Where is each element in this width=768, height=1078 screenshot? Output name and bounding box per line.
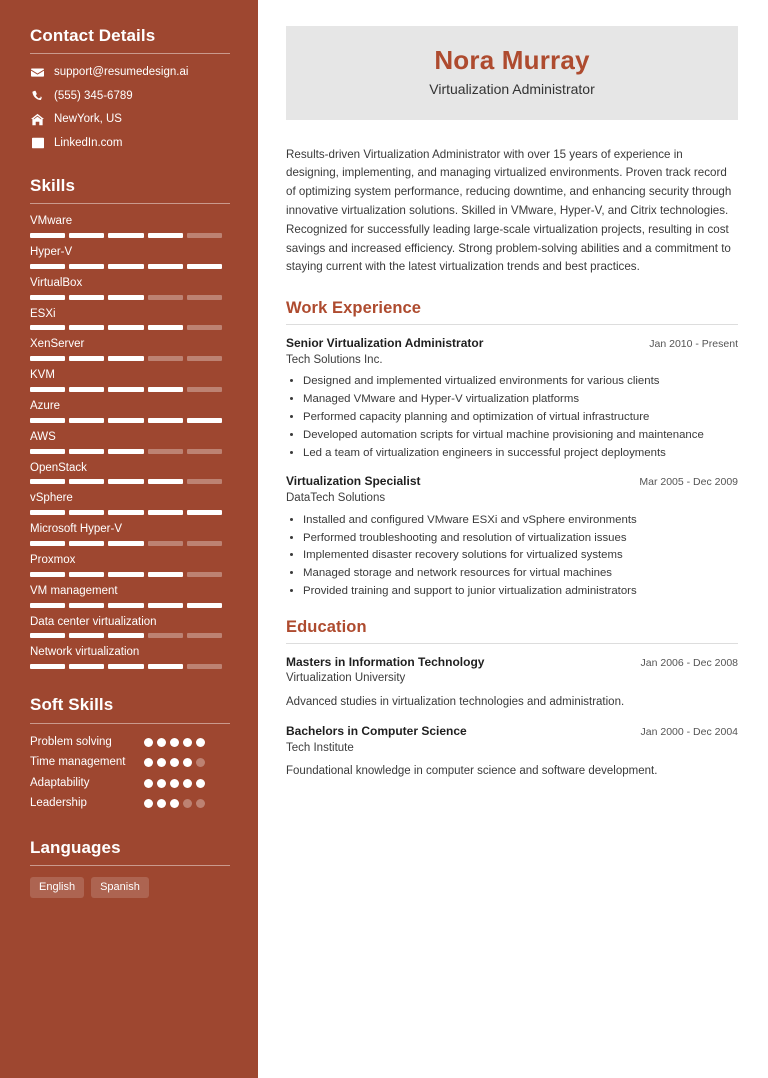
skill-name: AWS <box>30 430 56 443</box>
skill-level-segment <box>108 633 143 638</box>
skill-level-segment <box>187 633 222 638</box>
rating-dot <box>183 799 192 808</box>
school-name: Tech Institute <box>286 741 354 754</box>
skill-level-bar <box>30 633 222 638</box>
skill-level-segment <box>108 356 143 361</box>
skill-level-segment <box>148 510 183 515</box>
section-divider <box>30 723 230 724</box>
skill-level-bar <box>30 603 222 608</box>
skill-level-segment <box>108 479 143 484</box>
main-content <box>258 0 768 1078</box>
job-date-range: Jan 2010 - Present <box>649 337 738 350</box>
skills-heading: Skills <box>30 175 76 195</box>
rating-dot <box>144 779 153 788</box>
soft-skills-list <box>30 735 230 812</box>
skill-level-bar <box>30 664 222 669</box>
skill-level-segment <box>148 233 183 238</box>
company-name: DataTech Solutions <box>286 492 386 505</box>
skill-item <box>30 338 230 361</box>
rating-dot <box>183 779 192 788</box>
skill-level-segment <box>108 233 143 238</box>
section-divider <box>30 53 230 54</box>
skill-level-segment <box>187 449 222 454</box>
skill-level-bar <box>30 295 222 300</box>
skill-name: OpenStack <box>30 461 87 474</box>
skill-name: XenServer <box>30 338 85 351</box>
skill-level-segment <box>148 479 183 484</box>
skill-item <box>30 554 230 577</box>
rating-dot <box>157 799 166 808</box>
skill-level-bar <box>30 510 222 515</box>
section-divider <box>30 203 230 204</box>
contact-item[interactable] <box>30 89 230 103</box>
soft-skill-rating <box>144 776 210 788</box>
skill-level-bar <box>30 356 222 361</box>
contact-item-text: NewYork, US <box>54 113 122 126</box>
education-section <box>286 618 738 781</box>
skill-item <box>30 585 230 608</box>
skill-level-bar <box>30 387 222 392</box>
skill-level-segment <box>30 387 65 392</box>
skill-item <box>30 400 230 423</box>
rating-dot <box>170 799 179 808</box>
language-tag[interactable]: English <box>30 877 84 898</box>
skill-level-segment <box>148 633 183 638</box>
skill-level-segment <box>30 572 65 577</box>
language-tag[interactable]: Spanish <box>91 877 149 898</box>
skill-level-segment <box>148 664 183 669</box>
skill-level-segment <box>108 603 143 608</box>
entry-header <box>286 655 738 671</box>
skill-level-segment <box>187 387 222 392</box>
skill-level-segment <box>148 572 183 577</box>
skill-item <box>30 369 230 392</box>
soft-skill-item <box>30 776 230 792</box>
responsibility-item: • Performed capacity planning and optimization of virtual infrastructure <box>303 409 738 426</box>
soft-skill-item <box>30 735 230 751</box>
skill-level-segment <box>187 510 222 515</box>
rating-dot <box>183 758 192 767</box>
entry-header <box>286 474 738 490</box>
responsibility-item: • Designed and implemented virtualized environments for various clients <box>303 373 738 390</box>
company-name: Tech Solutions Inc. <box>286 353 383 366</box>
responsibility-item: • Managed VMware and Hyper-V virtualization platforms <box>303 391 738 408</box>
skill-level-bar <box>30 449 222 454</box>
languages-list <box>30 877 230 898</box>
contact-list <box>30 65 230 150</box>
skill-level-segment <box>30 603 65 608</box>
rating-dot <box>196 799 205 808</box>
entry-header <box>286 336 738 352</box>
contact-item[interactable] <box>30 112 230 126</box>
education-entry <box>286 655 738 711</box>
skill-item <box>30 523 230 546</box>
contact-item-text: LinkedIn.com <box>54 136 123 149</box>
skill-level-segment <box>69 603 104 608</box>
soft-skill-item <box>30 796 230 812</box>
skill-level-segment <box>187 572 222 577</box>
skill-level-segment <box>108 449 143 454</box>
soft-skill-rating <box>144 796 210 808</box>
skill-level-segment <box>69 572 104 577</box>
skill-level-segment <box>148 449 183 454</box>
skill-name: vSphere <box>30 492 73 505</box>
linkedin-icon <box>30 137 45 149</box>
skill-level-segment <box>30 449 65 454</box>
skill-level-segment <box>30 233 65 238</box>
skill-level-segment <box>187 233 222 238</box>
home-icon <box>30 113 45 126</box>
work-experience-list <box>286 336 738 600</box>
skill-level-bar <box>30 479 222 484</box>
skill-level-segment <box>30 541 65 546</box>
skill-level-segment <box>30 295 65 300</box>
skill-level-segment <box>148 387 183 392</box>
rating-dot <box>157 738 166 747</box>
sidebar <box>0 0 258 1078</box>
skill-level-segment <box>30 264 65 269</box>
skill-name: VM management <box>30 584 118 597</box>
skill-level-segment <box>108 510 143 515</box>
skill-level-segment <box>148 603 183 608</box>
rating-dot <box>144 758 153 767</box>
skill-level-segment <box>30 325 65 330</box>
skill-name: VMware <box>30 215 73 228</box>
skill-level-segment <box>108 541 143 546</box>
skill-item <box>30 492 230 515</box>
languages-heading: Languages <box>30 837 121 857</box>
entry-header <box>286 724 738 740</box>
rating-dot <box>157 758 166 767</box>
work-experience-heading: Work Experience <box>286 299 422 318</box>
section-divider <box>286 324 738 325</box>
responsibility-item: • Installed and configured VMware ESXi and vSphere environments <box>303 512 738 529</box>
skill-level-segment <box>30 664 65 669</box>
skill-level-bar <box>30 572 222 577</box>
rating-dot <box>144 799 153 808</box>
skill-level-segment <box>108 295 143 300</box>
skill-level-bar <box>30 325 222 330</box>
contact-item[interactable] <box>30 136 230 150</box>
skill-level-segment <box>30 510 65 515</box>
contact-item[interactable] <box>30 65 230 79</box>
phone-icon <box>30 90 45 102</box>
rating-dot <box>196 758 205 767</box>
languages-section <box>30 838 230 898</box>
skill-level-segment <box>30 633 65 638</box>
responsibility-list <box>286 373 738 461</box>
name-header-band <box>286 26 738 120</box>
skills-section <box>30 176 230 669</box>
soft-skill-rating <box>144 735 210 747</box>
skill-level-segment <box>148 418 183 423</box>
skill-level-segment <box>108 325 143 330</box>
school-name: Virtualization University <box>286 672 406 685</box>
work-experience-section <box>286 299 738 600</box>
rating-dot <box>157 779 166 788</box>
skill-level-segment <box>148 325 183 330</box>
education-description: Foundational knowledge in computer science and software development. <box>286 765 658 778</box>
skill-level-segment <box>69 356 104 361</box>
skill-level-bar <box>30 418 222 423</box>
skill-level-segment <box>69 295 104 300</box>
soft-skills-section <box>30 695 230 811</box>
education-description: Advanced studies in virtualization technologies and administration. <box>286 695 625 708</box>
responsibility-item: • Performed troubleshooting and resolution of virtualization issues <box>303 530 738 547</box>
skill-level-segment <box>148 541 183 546</box>
skill-level-segment <box>69 264 104 269</box>
skill-level-segment <box>69 325 104 330</box>
soft-skill-name: Adaptability <box>30 776 90 789</box>
skill-level-segment <box>148 264 183 269</box>
contact-details-heading: Contact Details <box>30 26 156 45</box>
skill-level-segment <box>187 603 222 608</box>
contact-details-section <box>30 26 230 150</box>
skill-name: KVM <box>30 369 55 382</box>
responsibility-list <box>286 512 738 600</box>
professional-summary: Results-driven Virtualization Administrator with over 15 years of experience in designing, implementing, and managing virtualized environments. Proven track record of optimizing system performance, reducing downtime, and enhancing security through innovative virtualization solutions. Skilled in VMware, Hyper-V, and Citrix technologies. Recognized for successfully leading large-scale virtualization projects, resulting in cost savings and increased efficiency. Strong problem-solving abilities and a commitment to staying current with the latest virtualization trends and best practices. <box>286 147 732 274</box>
skill-level-segment <box>187 418 222 423</box>
job-role: Virtualization Specialist <box>286 474 421 489</box>
skill-level-segment <box>148 356 183 361</box>
skill-level-segment <box>108 418 143 423</box>
skill-name: Hyper-V <box>30 246 73 259</box>
soft-skill-rating <box>144 755 210 767</box>
skill-name: Microsoft Hyper-V <box>30 523 123 536</box>
skill-item <box>30 215 230 238</box>
soft-skill-item <box>30 755 230 771</box>
skill-level-bar <box>30 233 222 238</box>
skill-level-segment <box>187 264 222 269</box>
candidate-name: Nora Murray <box>434 45 590 75</box>
responsibility-item: • Provided training and support to junior virtualization administrators <box>303 583 738 600</box>
skill-level-segment <box>69 449 104 454</box>
skill-level-segment <box>187 356 222 361</box>
skill-level-segment <box>187 325 222 330</box>
rating-dot <box>196 779 205 788</box>
envelope-icon <box>30 66 45 79</box>
skill-name: Proxmox <box>30 554 76 567</box>
section-divider <box>286 643 738 644</box>
job-date-range: Mar 2005 - Dec 2009 <box>639 476 738 489</box>
rating-dot <box>170 758 179 767</box>
soft-skills-heading: Soft Skills <box>30 695 114 715</box>
job-role: Senior Virtualization Administrator <box>286 335 484 350</box>
skill-level-segment <box>69 387 104 392</box>
skill-item <box>30 308 230 331</box>
responsibility-item: • Led a team of virtualization engineers in successful project deployments <box>303 445 738 462</box>
skill-level-segment <box>148 295 183 300</box>
education-entry <box>286 724 738 780</box>
rating-dot <box>170 738 179 747</box>
skill-level-segment <box>69 479 104 484</box>
responsibility-item: • Managed storage and network resources for virtual machines <box>303 565 738 582</box>
soft-skill-name: Time management <box>30 756 126 769</box>
education-date-range: Jan 2006 - Dec 2008 <box>640 656 738 669</box>
skill-level-bar <box>30 264 222 269</box>
skill-level-segment <box>69 418 104 423</box>
skill-level-segment <box>69 633 104 638</box>
skill-level-segment <box>187 295 222 300</box>
rating-dot <box>183 738 192 747</box>
skill-name: ESXi <box>30 307 56 320</box>
skill-name: Network virtualization <box>30 646 140 659</box>
skill-level-segment <box>108 264 143 269</box>
skill-level-segment <box>108 572 143 577</box>
section-divider <box>30 865 230 866</box>
work-experience-entry <box>286 474 738 600</box>
rating-dot <box>196 738 205 747</box>
responsibility-item: • Implemented disaster recovery solutions for virtualized systems <box>303 547 738 564</box>
candidate-job-title: Virtualization Administrator <box>429 80 595 97</box>
responsibility-item: • Developed automation scripts for virtual machine provisioning and maintenance <box>303 427 738 444</box>
skill-level-segment <box>30 356 65 361</box>
skill-level-segment <box>30 418 65 423</box>
rating-dot <box>170 779 179 788</box>
skill-item <box>30 462 230 485</box>
skill-level-segment <box>187 541 222 546</box>
skill-name: Data center virtualization <box>30 615 157 628</box>
soft-skill-name: Leadership <box>30 797 87 810</box>
education-heading: Education <box>286 618 367 637</box>
skill-item <box>30 431 230 454</box>
skill-level-segment <box>69 664 104 669</box>
skill-level-segment <box>69 233 104 238</box>
skill-level-segment <box>187 664 222 669</box>
skill-level-segment <box>69 510 104 515</box>
education-date-range: Jan 2000 - Dec 2004 <box>640 726 738 739</box>
skills-list <box>30 215 230 669</box>
skill-level-segment <box>30 479 65 484</box>
skill-name: Azure <box>30 400 61 413</box>
education-list <box>286 655 738 781</box>
contact-item-text: support@resumedesign.ai <box>54 66 189 79</box>
degree-title: Masters in Information Technology <box>286 654 485 669</box>
skill-level-segment <box>69 541 104 546</box>
skill-level-segment <box>108 664 143 669</box>
soft-skill-name: Problem solving <box>30 735 112 748</box>
contact-item-text: (555) 345-6789 <box>54 89 133 102</box>
rating-dot <box>144 738 153 747</box>
skill-item <box>30 646 230 669</box>
skill-item <box>30 277 230 300</box>
skill-item <box>30 616 230 639</box>
skill-item <box>30 246 230 269</box>
work-experience-entry <box>286 336 738 462</box>
skill-level-segment <box>187 479 222 484</box>
skill-level-bar <box>30 541 222 546</box>
skill-level-segment <box>108 387 143 392</box>
degree-title: Bachelors in Computer Science <box>286 724 467 739</box>
skill-name: VirtualBox <box>30 276 83 289</box>
